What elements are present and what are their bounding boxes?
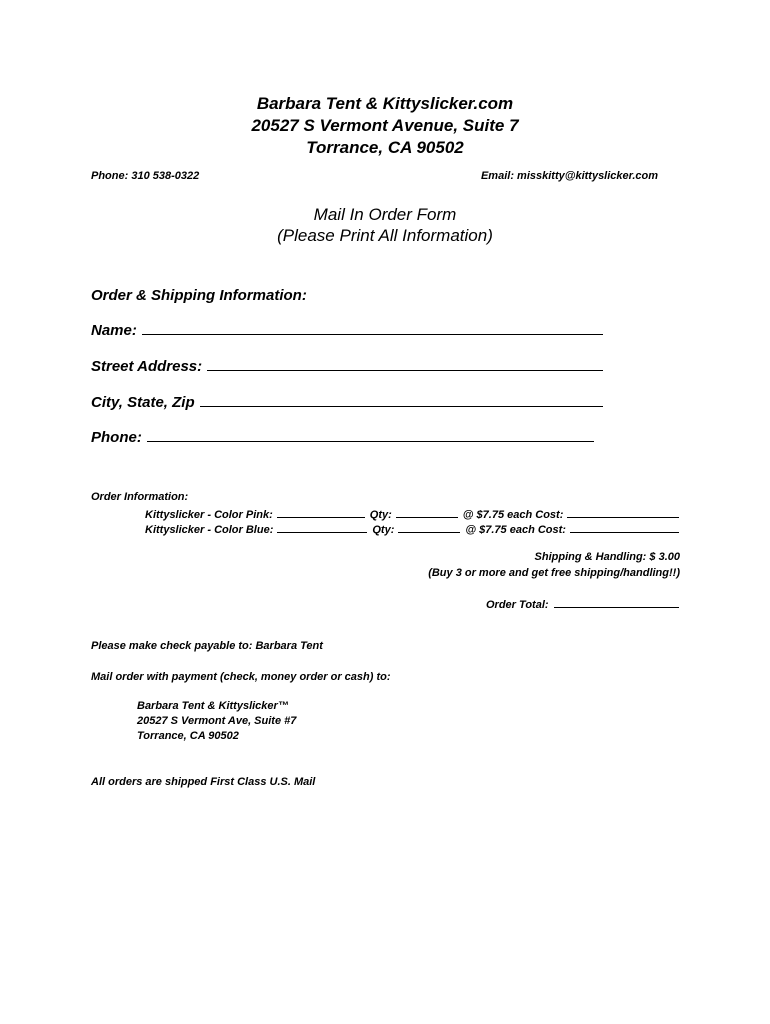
order-total-line[interactable] — [554, 597, 679, 608]
street-label: Street Address: — [91, 358, 203, 375]
qty-label: Qty: — [369, 509, 392, 521]
order-total-field[interactable] — [486, 597, 679, 611]
form-title: Mail In Order Form — [313, 205, 457, 224]
shipping-method-note: All orders are shipped First Class U.S. Mail — [91, 776, 316, 788]
mail-address-street: 20527 S Vermont Ave, Suite #7 — [137, 715, 297, 727]
price-label: @ $7.75 each Cost: — [462, 509, 564, 521]
street-field[interactable] — [91, 358, 603, 375]
shipping-handling: Shipping & Handling: $ 3.00 — [534, 551, 680, 563]
name-label: Name: — [91, 322, 137, 339]
phone-field[interactable] — [91, 429, 594, 446]
product-line[interactable] — [277, 507, 365, 518]
product-label: Kittyslicker - Color Blue: — [145, 524, 274, 536]
cost-line[interactable] — [567, 507, 679, 518]
company-name: Barbara Tent & Kittyslicker.com — [256, 94, 514, 113]
city-state-zip-line[interactable] — [200, 394, 603, 407]
product-label: Kittyslicker - Color Pink: — [145, 509, 273, 521]
order-item-pink[interactable] — [145, 507, 679, 521]
cost-line[interactable] — [570, 522, 679, 533]
qty-line[interactable] — [398, 522, 460, 533]
form-subtitle: (Please Print All Information) — [277, 226, 493, 245]
order-total-label: Order Total: — [486, 599, 549, 611]
qty-label: Qty: — [372, 524, 395, 536]
name-line[interactable] — [142, 322, 603, 335]
free-shipping-promo: (Buy 3 or more and get free shipping/handling!!) — [428, 567, 680, 579]
company-street: 20527 S Vermont Avenue, Suite 7 — [251, 116, 519, 135]
price-label: @ $7.75 each Cost: — [465, 524, 566, 536]
company-city: Torrance, CA 90502 — [306, 138, 464, 157]
street-line[interactable] — [207, 358, 603, 371]
mail-instructions: Mail order with payment (check, money order or cash) to: — [91, 671, 391, 683]
qty-line[interactable] — [396, 507, 458, 518]
mail-address-name: Barbara Tent & Kittyslicker™ — [137, 700, 289, 712]
phone-line[interactable] — [147, 429, 594, 442]
city-state-zip-label: City, State, Zip — [91, 394, 195, 411]
city-state-zip-field[interactable] — [91, 394, 603, 411]
mail-address-city: Torrance, CA 90502 — [137, 730, 239, 742]
company-email: Email: misskitty@kittyslicker.com — [480, 170, 658, 182]
order-heading: Order Information: — [91, 491, 189, 503]
shipping-heading: Order & Shipping Information: — [91, 287, 307, 304]
order-item-blue[interactable] — [145, 522, 679, 536]
check-payable-note: Please make check payable to: Barbara Tent — [91, 640, 323, 652]
product-line[interactable] — [277, 522, 367, 533]
name-field[interactable] — [91, 322, 603, 339]
phone-label: Phone: — [91, 429, 142, 446]
company-phone: Phone: 310 538-0322 — [91, 170, 200, 182]
